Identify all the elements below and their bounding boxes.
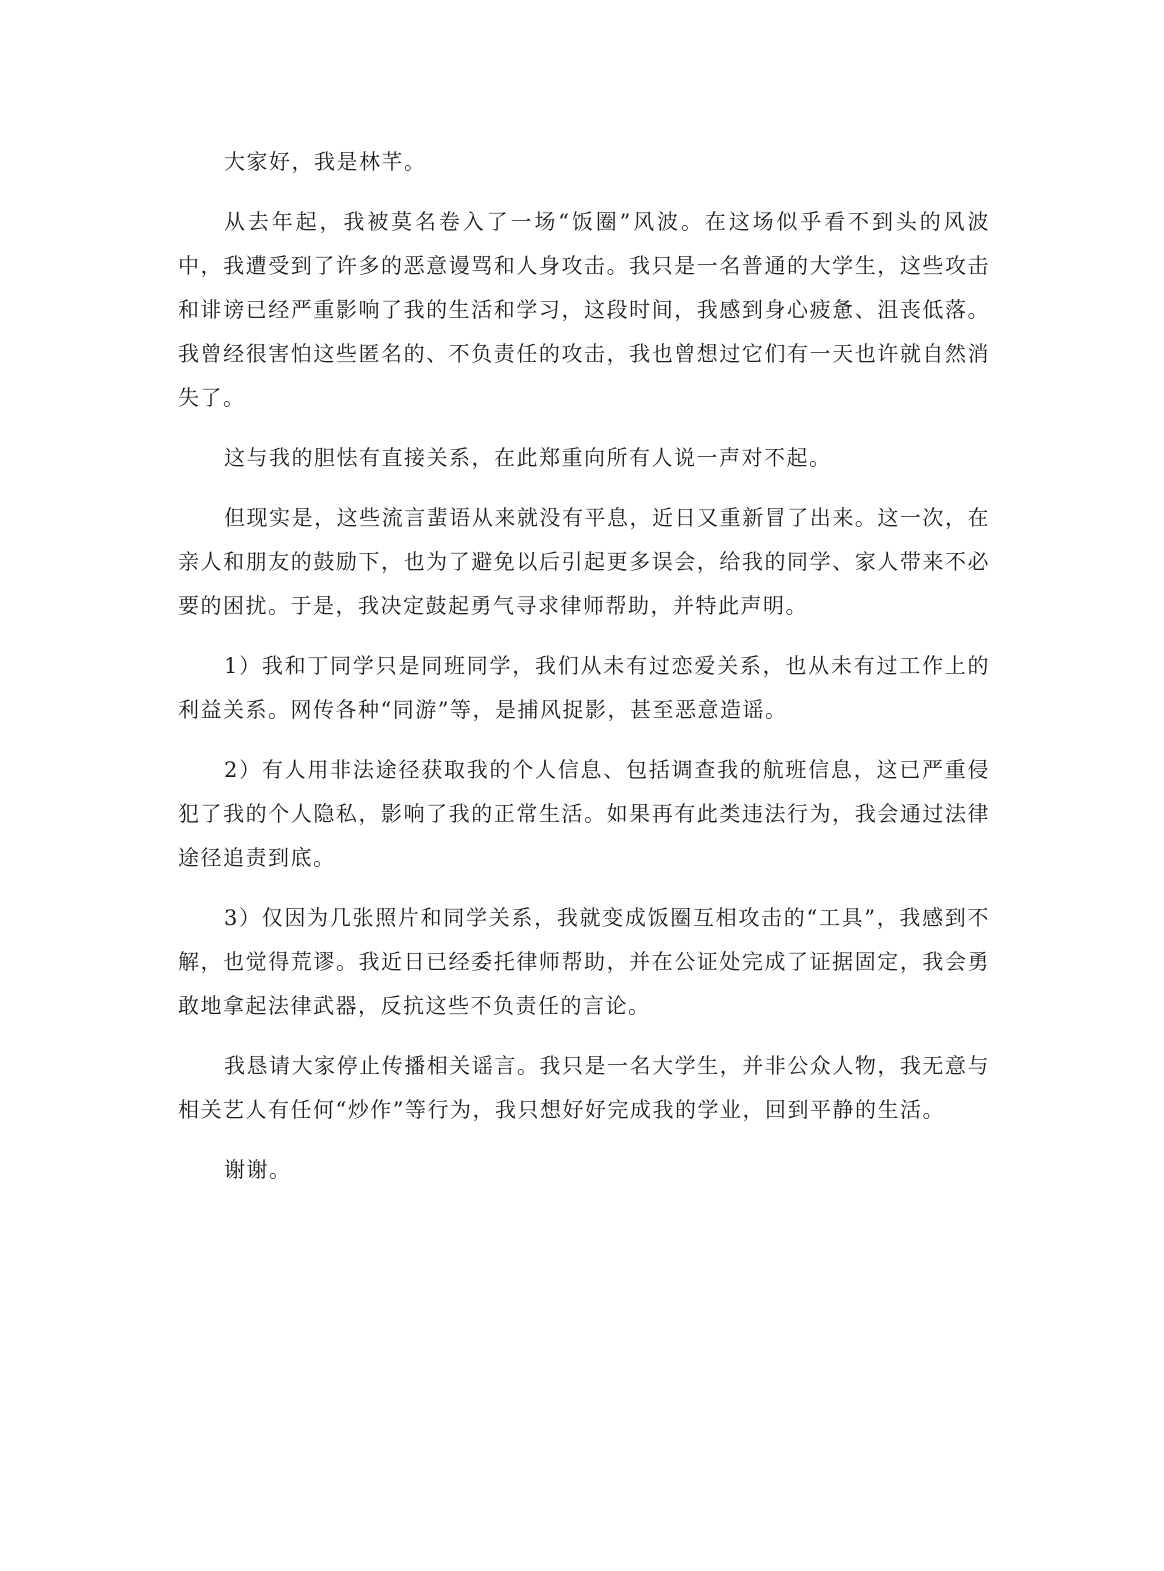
decision-paragraph: 但现实是，这些流言蜚语从来就没有平息，近日又重新冒了出来。这一次，在亲人和朋友的鼓励下，也为了避免以后引起更多误会，给我的同学、家人带来不必要的困扰。于是，我决定鼓起勇气寻求律师帮助，并特此声明。 xyxy=(178,506,990,618)
statement-item-1: 1）我和丁同学只是同班同学，我们从未有过恋爱关系，也从未有过工作上的利益关系。网传各种“同游”等，是捕风捉影，甚至恶意造谣。 xyxy=(178,654,990,722)
statement-item-2: 2）有人用非法途径获取我的个人信息、包括调查我的航班信息，这已严重侵犯了我的个人隐私，影响了我的正常生活。如果再有此类违法行为，我会通过法律途径追责到底。 xyxy=(178,758,990,870)
greeting-paragraph: 大家好，我是林芊。 xyxy=(224,150,427,174)
statement-item-3: 3）仅因为几张照片和同学关系，我就变成饭圈互相攻击的“工具”，我感到不解，也觉得荒谬。我近日已经委托律师帮助，并在公证处完成了证据固定，我会勇敢地拿起法律武器，反抗这些不负责任的言论。 xyxy=(178,906,990,1018)
closing-paragraph: 谢谢。 xyxy=(224,1158,292,1182)
apology-paragraph: 这与我的胆怯有直接关系，在此郑重向所有人说一声对不起。 xyxy=(224,446,832,470)
request-paragraph: 我恳请大家停止传播相关谣言。我只是一名大学生，并非公众人物，我无意与相关艺人有任何“炒作”等行为，我只想好好完成我的学业，回到平静的生活。 xyxy=(178,1054,990,1122)
background-paragraph: 从去年起，我被莫名卷入了一场“饭圈”风波。在这场似乎看不到头的风波中，我遭受到了许多的恶意谩骂和人身攻击。我只是一名普通的大学生，这些攻击和诽谤已经严重影响了我的生活和学习，这段时间，我感到身心疲惫、沮丧低落。我曾经很害怕这些匿名的、不负责任的攻击，我也曾想过它们有一天也许就自然消失了。 xyxy=(178,210,990,410)
statement-body xyxy=(178,140,990,1192)
